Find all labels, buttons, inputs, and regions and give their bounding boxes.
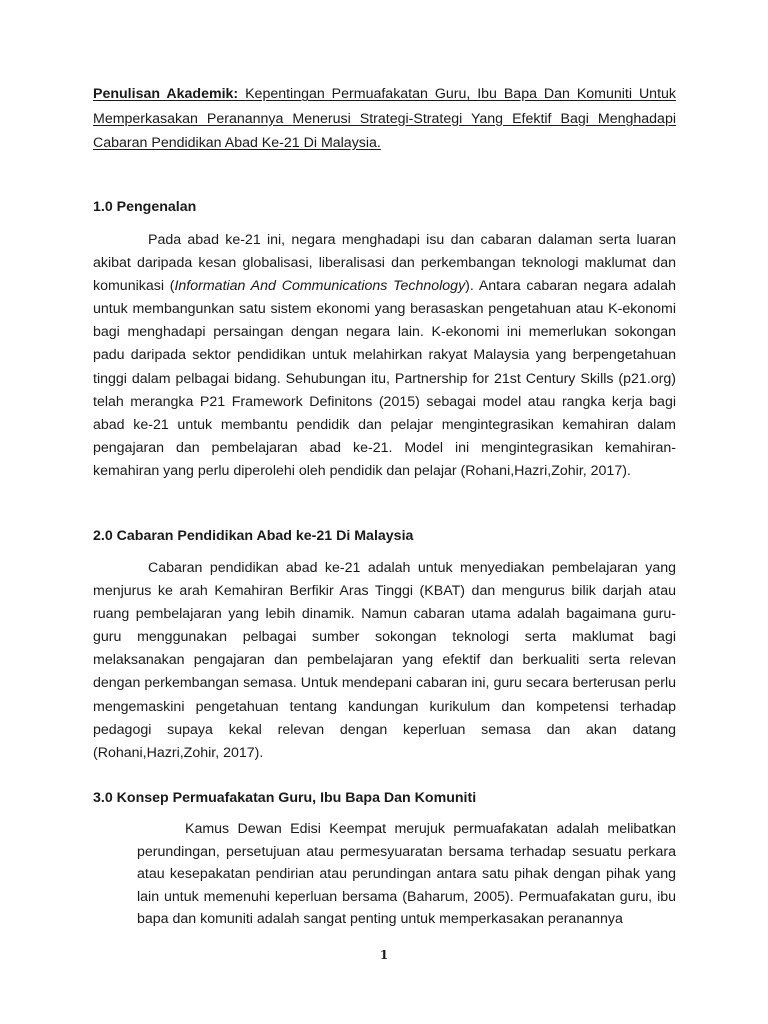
section-heading-3: 3.0 Konsep Permuafakatan Guru, Ibu Bapa Dan Komuniti: [93, 790, 477, 806]
section-heading-1: 1.0 Pengenalan: [93, 199, 197, 215]
title-text: Kepentingan Permuafakatan Guru, Ibu Bapa Dan Komuniti Untuk Memperkasakan Peranannya Menerusi Strategi-Strategi Yang Efektif Bagi Menghadapi Cabaran Pendidikan Abad Ke-21 Di Malaysia.: [93, 86, 677, 151]
paragraph-1-text-a: Pada abad ke-21 ini, negara menghadapi isu dan cabaran dalaman serta luaran akibat daripada kesan globalisasi, liberalisasi dan perkembangan teknologi maklumat dan komunikasi (: [93, 232, 676, 295]
section-heading-2: 2.0 Cabaran Pendidikan Abad ke-21 Di Malaysia: [93, 528, 414, 544]
document-title: [93, 82, 676, 156]
page-number: 1: [379, 948, 389, 962]
section-paragraph-1: [93, 229, 676, 483]
paragraph-1-emphasis: Informatian And Communications Technology: [174, 278, 466, 295]
section-paragraph-3: Kamus Dewan Edisi Keempat merujuk permuafakatan adalah melibatkan perundingan, persetujuan atau permesyuaratan bersama terhadap sesuatu perkara atau kesepakatan pendirian atau perundingan antara satu pihak dengan pihak yang lain untuk memenuhi keperluan bersama (Baharum, 2005). Permuafakatan guru, ibu bapa dan komuniti adalah sangat penting untuk memperkasakan peranannya: [137, 821, 676, 927]
title-label: Penulisan Akademik:: [93, 86, 239, 102]
section-paragraph-2: Cabaran pendidikan abad ke-21 adalah untuk menyediakan pembelajaran yang menjurus ke arah Kemahiran Berfikir Aras Tinggi (KBAT) dan mengurus bilik darjah atau ruang pembelajaran yang lebih dinamik. Namun cabaran utama adalah bagaimana guru-guru menggunakan pelbagai sumber sokongan teknologi serta maklumat bagi melaksanakan pengajaran dan pembelajaran yang efektif dan berkualiti serta relevan dengan perkembangan semasa. Untuk mendepani cabaran ini, guru secara berterusan perlu mengemaskini pengetahuan tentang kandungan kurikulum dan kompetensi terhadap pedagogi supaya kekal relevan dengan keperluan semasa dan akan datang (Rohani,Hazri,Zohir, 2017).: [93, 560, 676, 761]
paragraph-1-text-b: ). Antara cabaran negara adalah untuk membangunkan satu sistem ekonomi yang berasaskan pengetahuan atau K-ekonomi bagi menghadapi persaingan dengan negara lain. K-ekonomi ini memerlukan sokongan padu daripada sektor pendidikan untuk melahirkan rakyat Malaysia yang berpengetahuan tinggi dalam pelbagai bidang. Sehubungan itu, Partnership for 21st Century Skills (p21.org) telah merangka P21 Framework Definitons (2015) sebagai model atau rangka kerja bagi abad ke-21 untuk membantu pendidik dan pelajar mengintegrasikan kemahiran dalam pengajaran dan pembelajaran abad ke-21. Model ini mengintegrasikan kemahiran-kemahiran yang perlu diperolehi oleh pendidik dan pelajar (Rohani,Hazri,Zohir, 2017).: [93, 278, 676, 479]
